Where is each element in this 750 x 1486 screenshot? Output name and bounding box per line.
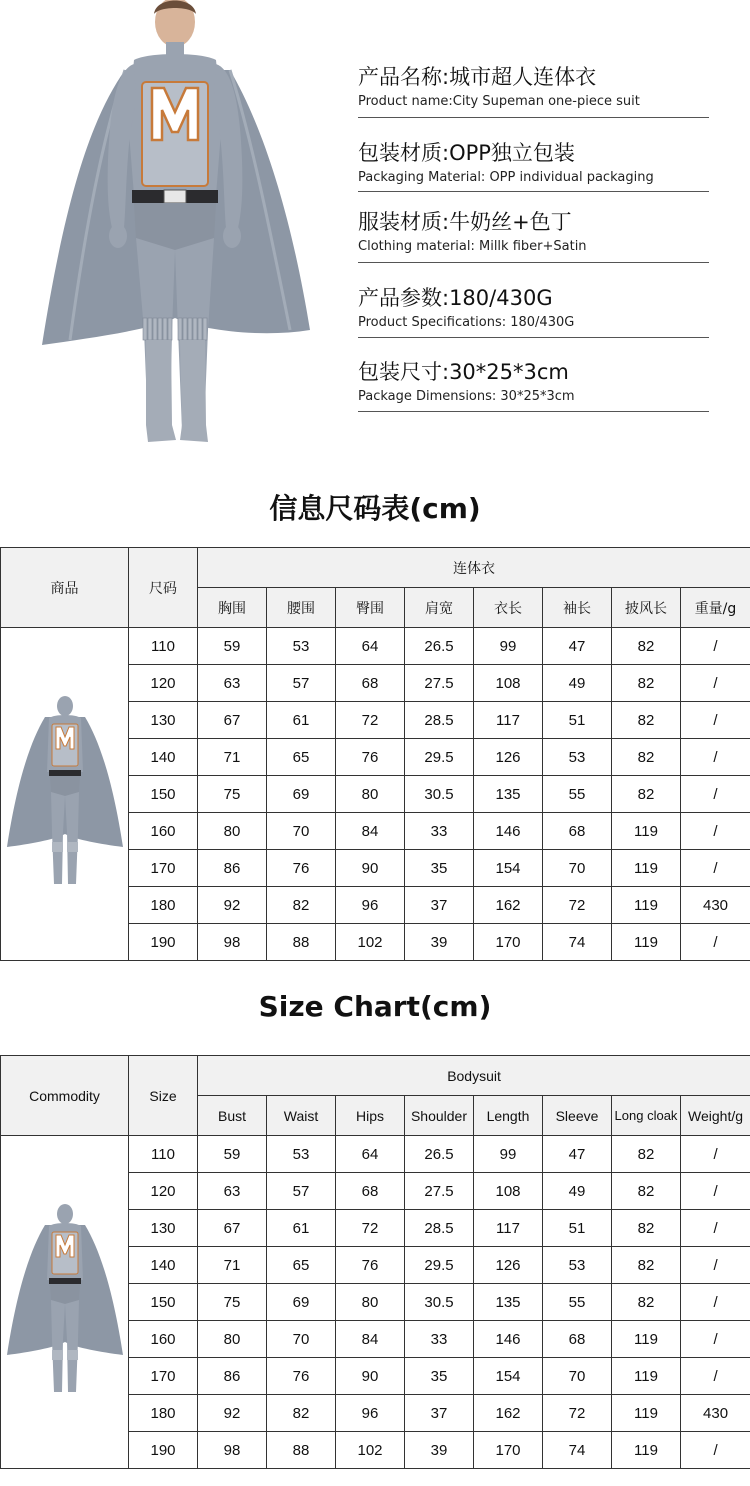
spec-cn: 包装材质:OPP独立包装 bbox=[358, 141, 575, 165]
measurement-cell: 76 bbox=[267, 850, 336, 887]
measurement-cell: 86 bbox=[198, 850, 267, 887]
measurement-cell: 117 bbox=[474, 702, 543, 739]
measurement-cell: 102 bbox=[336, 1432, 405, 1469]
measurement-cell: / bbox=[681, 739, 750, 776]
measurement-cell: 135 bbox=[474, 1284, 543, 1321]
measurement-cell: 96 bbox=[336, 1395, 405, 1432]
commodity-image-cell bbox=[1, 1136, 129, 1469]
spec-cn: 产品参数:180/430G bbox=[358, 286, 553, 310]
en-chart-title: Size Chart(cm) bbox=[258, 990, 492, 1023]
measurement-cell: 82 bbox=[612, 628, 681, 665]
measurement-cell: 75 bbox=[198, 776, 267, 813]
measurement-cell: 59 bbox=[198, 628, 267, 665]
measurement-cell: 98 bbox=[198, 1432, 267, 1469]
measurement-cell: 82 bbox=[267, 1395, 336, 1432]
measurement-cell: 99 bbox=[474, 1136, 543, 1173]
measurement-cell: / bbox=[681, 924, 750, 961]
measurement-cell: 63 bbox=[198, 1173, 267, 1210]
measurement-cell: 53 bbox=[267, 1136, 336, 1173]
measurement-cell: 29.5 bbox=[405, 1247, 474, 1284]
column-header-7: 重量/g bbox=[681, 588, 750, 628]
measurement-cell: 63 bbox=[198, 665, 267, 702]
measurement-cell: 154 bbox=[474, 850, 543, 887]
measurement-cell: 72 bbox=[543, 1395, 612, 1432]
table-row bbox=[1, 1136, 750, 1173]
table-row bbox=[1, 628, 750, 665]
measurement-cell: 90 bbox=[336, 1358, 405, 1395]
measurement-cell: 92 bbox=[198, 1395, 267, 1432]
column-header-2: 臀围 bbox=[336, 588, 405, 628]
measurement-cell: / bbox=[681, 813, 750, 850]
measurement-cell: 119 bbox=[612, 1321, 681, 1358]
measurement-cell: 71 bbox=[198, 739, 267, 776]
measurement-cell: 80 bbox=[336, 776, 405, 813]
column-header-length: Length bbox=[474, 1096, 543, 1136]
measurement-cell: 117 bbox=[474, 1210, 543, 1247]
measurement-cell: 162 bbox=[474, 887, 543, 924]
product-thumbnail bbox=[5, 692, 125, 892]
measurement-cell: 146 bbox=[474, 1321, 543, 1358]
measurement-cell: / bbox=[681, 1136, 750, 1173]
measurement-cell: 68 bbox=[543, 1321, 612, 1358]
size-cell: 120 bbox=[129, 665, 198, 702]
size-cell: 140 bbox=[129, 1247, 198, 1284]
measurement-cell: 80 bbox=[336, 1284, 405, 1321]
measurement-cell: 430 bbox=[681, 887, 750, 924]
measurement-cell: 82 bbox=[612, 1210, 681, 1247]
measurement-cell: 76 bbox=[267, 1358, 336, 1395]
size-cell: 150 bbox=[129, 776, 198, 813]
measurement-cell: 68 bbox=[336, 1173, 405, 1210]
product-hero bbox=[0, 0, 750, 460]
measurement-cell: 108 bbox=[474, 665, 543, 702]
measurement-cell: 37 bbox=[405, 1395, 474, 1432]
measurement-cell: 28.5 bbox=[405, 1210, 474, 1247]
size-cell: 180 bbox=[129, 887, 198, 924]
measurement-cell: / bbox=[681, 776, 750, 813]
measurement-cell: 154 bbox=[474, 1358, 543, 1395]
measurement-cell: 96 bbox=[336, 887, 405, 924]
measurement-cell: 102 bbox=[336, 924, 405, 961]
commodity-image-cell bbox=[1, 628, 129, 961]
column-header-weight-g: Weight/g bbox=[681, 1096, 750, 1136]
measurement-cell: 99 bbox=[474, 628, 543, 665]
header-commodity: Commodity bbox=[1, 1056, 129, 1136]
measurement-cell: 126 bbox=[474, 1247, 543, 1284]
measurement-cell: 92 bbox=[198, 887, 267, 924]
measurement-cell: / bbox=[681, 1247, 750, 1284]
measurement-cell: 61 bbox=[267, 1210, 336, 1247]
measurement-cell: 37 bbox=[405, 887, 474, 924]
column-header-waist: Waist bbox=[267, 1096, 336, 1136]
measurement-cell: 170 bbox=[474, 924, 543, 961]
measurement-cell: 53 bbox=[543, 739, 612, 776]
measurement-cell: 65 bbox=[267, 739, 336, 776]
column-header-bust: Bust bbox=[198, 1096, 267, 1136]
size-cell: 170 bbox=[129, 1358, 198, 1395]
measurement-cell: 119 bbox=[612, 1432, 681, 1469]
spec-en: Product Specifications: 180/430G bbox=[358, 315, 575, 330]
measurement-cell: / bbox=[681, 1284, 750, 1321]
column-header-5: 袖长 bbox=[543, 588, 612, 628]
column-header-long-cloak: Long cloak bbox=[612, 1096, 681, 1136]
spec-package-dimensions bbox=[358, 359, 709, 412]
measurement-cell: 82 bbox=[612, 1173, 681, 1210]
spec-packaging-material bbox=[358, 140, 709, 192]
measurement-cell: 119 bbox=[612, 887, 681, 924]
size-cell: 160 bbox=[129, 813, 198, 850]
measurement-cell: 65 bbox=[267, 1247, 336, 1284]
measurement-cell: 82 bbox=[612, 1284, 681, 1321]
measurement-cell: 47 bbox=[543, 628, 612, 665]
measurement-cell: 70 bbox=[267, 1321, 336, 1358]
measurement-cell: 47 bbox=[543, 1136, 612, 1173]
measurement-cell: 75 bbox=[198, 1284, 267, 1321]
header-group-bodysuit: 连体衣 bbox=[198, 548, 750, 588]
measurement-cell: 69 bbox=[267, 776, 336, 813]
measurement-cell: 33 bbox=[405, 813, 474, 850]
size-cell: 120 bbox=[129, 1173, 198, 1210]
measurement-cell: / bbox=[681, 850, 750, 887]
measurement-cell: 119 bbox=[612, 1395, 681, 1432]
spec-product-specifications bbox=[358, 285, 709, 338]
spec-en: Clothing material: Millk fiber+Satin bbox=[358, 239, 587, 254]
measurement-cell: 430 bbox=[681, 1395, 750, 1432]
measurement-cell: 61 bbox=[267, 702, 336, 739]
measurement-cell: 82 bbox=[612, 1136, 681, 1173]
measurement-cell: 126 bbox=[474, 739, 543, 776]
measurement-cell: 27.5 bbox=[405, 1173, 474, 1210]
measurement-cell: 57 bbox=[267, 1173, 336, 1210]
measurement-cell: 82 bbox=[267, 887, 336, 924]
measurement-cell: 72 bbox=[336, 702, 405, 739]
measurement-cell: 170 bbox=[474, 1432, 543, 1469]
measurement-cell: 51 bbox=[543, 1210, 612, 1247]
measurement-cell: 146 bbox=[474, 813, 543, 850]
column-header-1: 腰围 bbox=[267, 588, 336, 628]
measurement-cell: / bbox=[681, 1321, 750, 1358]
measurement-cell: 80 bbox=[198, 813, 267, 850]
measurement-cell: 108 bbox=[474, 1173, 543, 1210]
measurement-cell: 76 bbox=[336, 1247, 405, 1284]
measurement-cell: 67 bbox=[198, 1210, 267, 1247]
measurement-cell: 70 bbox=[543, 1358, 612, 1395]
measurement-cell: 82 bbox=[612, 1247, 681, 1284]
measurement-cell: 59 bbox=[198, 1136, 267, 1173]
spec-en: Package Dimensions: 30*25*3cm bbox=[358, 389, 575, 404]
measurement-cell: 26.5 bbox=[405, 1136, 474, 1173]
product-model-image bbox=[30, 0, 320, 455]
column-header-shoulder: Shoulder bbox=[405, 1096, 474, 1136]
measurement-cell: / bbox=[681, 1173, 750, 1210]
column-header-4: 衣长 bbox=[474, 588, 543, 628]
measurement-cell: 51 bbox=[543, 702, 612, 739]
measurement-cell: / bbox=[681, 628, 750, 665]
cn-chart-title: 信息尺码表(cm) bbox=[269, 492, 481, 525]
measurement-cell: 71 bbox=[198, 1247, 267, 1284]
measurement-cell: 49 bbox=[543, 1173, 612, 1210]
measurement-cell: 82 bbox=[612, 665, 681, 702]
size-cell: 110 bbox=[129, 1136, 198, 1173]
measurement-cell: 119 bbox=[612, 924, 681, 961]
measurement-cell: 135 bbox=[474, 776, 543, 813]
header-size: 尺码 bbox=[129, 548, 198, 628]
measurement-cell: 72 bbox=[543, 887, 612, 924]
header-group-bodysuit: Bodysuit bbox=[198, 1056, 750, 1096]
measurement-cell: 74 bbox=[543, 924, 612, 961]
measurement-cell: 64 bbox=[336, 628, 405, 665]
spec-en: Packaging Material: OPP individual packaging bbox=[358, 170, 654, 185]
measurement-cell: 33 bbox=[405, 1321, 474, 1358]
measurement-cell: 72 bbox=[336, 1210, 405, 1247]
measurement-cell: 119 bbox=[612, 1358, 681, 1395]
measurement-cell: 35 bbox=[405, 850, 474, 887]
spec-en: Product name:City Supeman one-piece suit bbox=[358, 94, 640, 109]
spec-cn: 产品名称:城市超人连体衣 bbox=[358, 65, 597, 89]
measurement-cell: 57 bbox=[267, 665, 336, 702]
measurement-cell: 98 bbox=[198, 924, 267, 961]
measurement-cell: 88 bbox=[267, 1432, 336, 1469]
measurement-cell: 49 bbox=[543, 665, 612, 702]
size-cell: 110 bbox=[129, 628, 198, 665]
measurement-cell: 82 bbox=[612, 739, 681, 776]
en-size-table bbox=[0, 1055, 750, 1469]
measurement-cell: 28.5 bbox=[405, 702, 474, 739]
size-cell: 180 bbox=[129, 1395, 198, 1432]
measurement-cell: 162 bbox=[474, 1395, 543, 1432]
size-cell: 130 bbox=[129, 702, 198, 739]
measurement-cell: 64 bbox=[336, 1136, 405, 1173]
measurement-cell: 70 bbox=[543, 850, 612, 887]
size-cell: 170 bbox=[129, 850, 198, 887]
measurement-cell: 82 bbox=[612, 776, 681, 813]
size-cell: 190 bbox=[129, 924, 198, 961]
measurement-cell: 80 bbox=[198, 1321, 267, 1358]
measurement-cell: 74 bbox=[543, 1432, 612, 1469]
measurement-cell: 39 bbox=[405, 1432, 474, 1469]
size-cell: 140 bbox=[129, 739, 198, 776]
cn-size-table bbox=[0, 547, 750, 961]
spec-cn: 包装尺寸:30*25*3cm bbox=[358, 360, 569, 384]
measurement-cell: 35 bbox=[405, 1358, 474, 1395]
measurement-cell: 70 bbox=[267, 813, 336, 850]
measurement-cell: 119 bbox=[612, 813, 681, 850]
measurement-cell: / bbox=[681, 665, 750, 702]
size-cell: 190 bbox=[129, 1432, 198, 1469]
measurement-cell: 84 bbox=[336, 813, 405, 850]
measurement-cell: 76 bbox=[336, 739, 405, 776]
measurement-cell: 29.5 bbox=[405, 739, 474, 776]
measurement-cell: / bbox=[681, 1432, 750, 1469]
measurement-cell: 27.5 bbox=[405, 665, 474, 702]
measurement-cell: 84 bbox=[336, 1321, 405, 1358]
measurement-cell: 30.5 bbox=[405, 1284, 474, 1321]
measurement-cell: 53 bbox=[543, 1247, 612, 1284]
product-thumbnail bbox=[5, 1200, 125, 1400]
spec-product-name bbox=[358, 64, 709, 118]
measurement-cell: 68 bbox=[543, 813, 612, 850]
header-commodity: 商品 bbox=[1, 548, 129, 628]
measurement-cell: 82 bbox=[612, 702, 681, 739]
measurement-cell: 67 bbox=[198, 702, 267, 739]
measurement-cell: 53 bbox=[267, 628, 336, 665]
measurement-cell: / bbox=[681, 702, 750, 739]
spec-cn: 服装材质:牛奶丝+色丁 bbox=[358, 210, 572, 234]
measurement-cell: 55 bbox=[543, 1284, 612, 1321]
size-cell: 150 bbox=[129, 1284, 198, 1321]
spec-clothing-material bbox=[358, 209, 709, 263]
size-cell: 160 bbox=[129, 1321, 198, 1358]
measurement-cell: 39 bbox=[405, 924, 474, 961]
measurement-cell: 68 bbox=[336, 665, 405, 702]
column-header-3: 肩宽 bbox=[405, 588, 474, 628]
column-header-sleeve: Sleeve bbox=[543, 1096, 612, 1136]
column-header-6: 披风长 bbox=[612, 588, 681, 628]
measurement-cell: 30.5 bbox=[405, 776, 474, 813]
measurement-cell: 90 bbox=[336, 850, 405, 887]
measurement-cell: / bbox=[681, 1358, 750, 1395]
column-header-hips: Hips bbox=[336, 1096, 405, 1136]
measurement-cell: 88 bbox=[267, 924, 336, 961]
size-cell: 130 bbox=[129, 1210, 198, 1247]
measurement-cell: 119 bbox=[612, 850, 681, 887]
measurement-cell: 55 bbox=[543, 776, 612, 813]
header-size: Size bbox=[129, 1056, 198, 1136]
measurement-cell: 86 bbox=[198, 1358, 267, 1395]
measurement-cell: 69 bbox=[267, 1284, 336, 1321]
measurement-cell: / bbox=[681, 1210, 750, 1247]
measurement-cell: 26.5 bbox=[405, 628, 474, 665]
column-header-0: 胸围 bbox=[198, 588, 267, 628]
